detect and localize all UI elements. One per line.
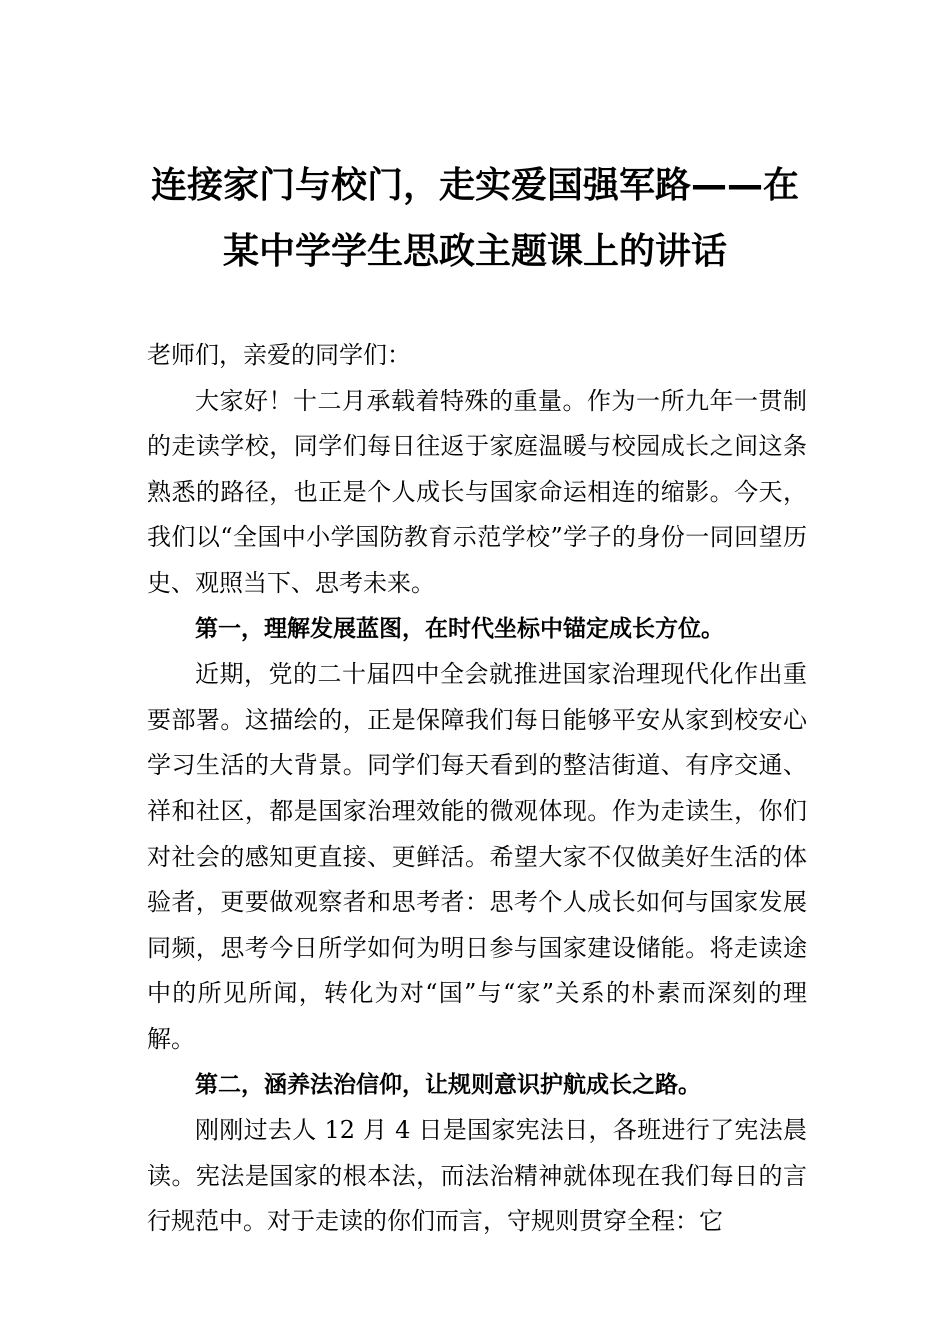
section-heading-1: 第一，理解发展蓝图，在时代坐标中锚定成长方位。 xyxy=(195,615,724,642)
salutation: 老师们，亲爱的同学们： xyxy=(147,341,411,369)
section-heading-2: 第二，涵养法治信仰，让规则意识护航成长之路。 xyxy=(195,1071,701,1098)
paragraph-1: 大家好！十二月承载着特殊的重量。作为一所九年一贯制的走读学校，同学们每日往返于家庭温暖与校园成长之间这条熟悉的路径，也正是个人成长与国家命运相连的缩影。今天，我们以“全国中小学国防教育示范学校”学子的身份一同回望历史、观照当下、思考未来。 xyxy=(147,386,807,597)
document-title-line-1: 连接家门与校门，走实爱国强军路——在 xyxy=(150,165,799,206)
paragraph-2: 近期，党的二十届四中全会就推进国家治理现代化作出重要部署。这描绘的，正是保障我们每日能够平安从家到校安心学习生活的大背景。同学们每天看到的整洁街道、有序交通、祥和社区，都是国家治理效能的微观体现。作为走读生，你们对社会的感知更直接、更鲜活。希望大家不仅做美好生活的体验者，更要做观察者和思考者：思考个人成长如何与国家发展同频，思考今日所学如何为明日参与国家建设储能。将走读途中的所见所闻，转化为对“国”与“家”关系的朴素而深刻的理解。 xyxy=(147,660,807,1053)
document-title-line-2: 某中学学生思政主题课上的讲话 xyxy=(222,231,727,272)
document-body xyxy=(147,333,807,1245)
paragraph-3: 刚刚过去人 12 月 4 日是国家宪法日，各班进行了宪法晨读。宪法是国家的根本法，而法治精神就体现在我们每日的言行规范中。对于走读的你们而言，守规则贯穿全程：它 xyxy=(147,1116,807,1236)
